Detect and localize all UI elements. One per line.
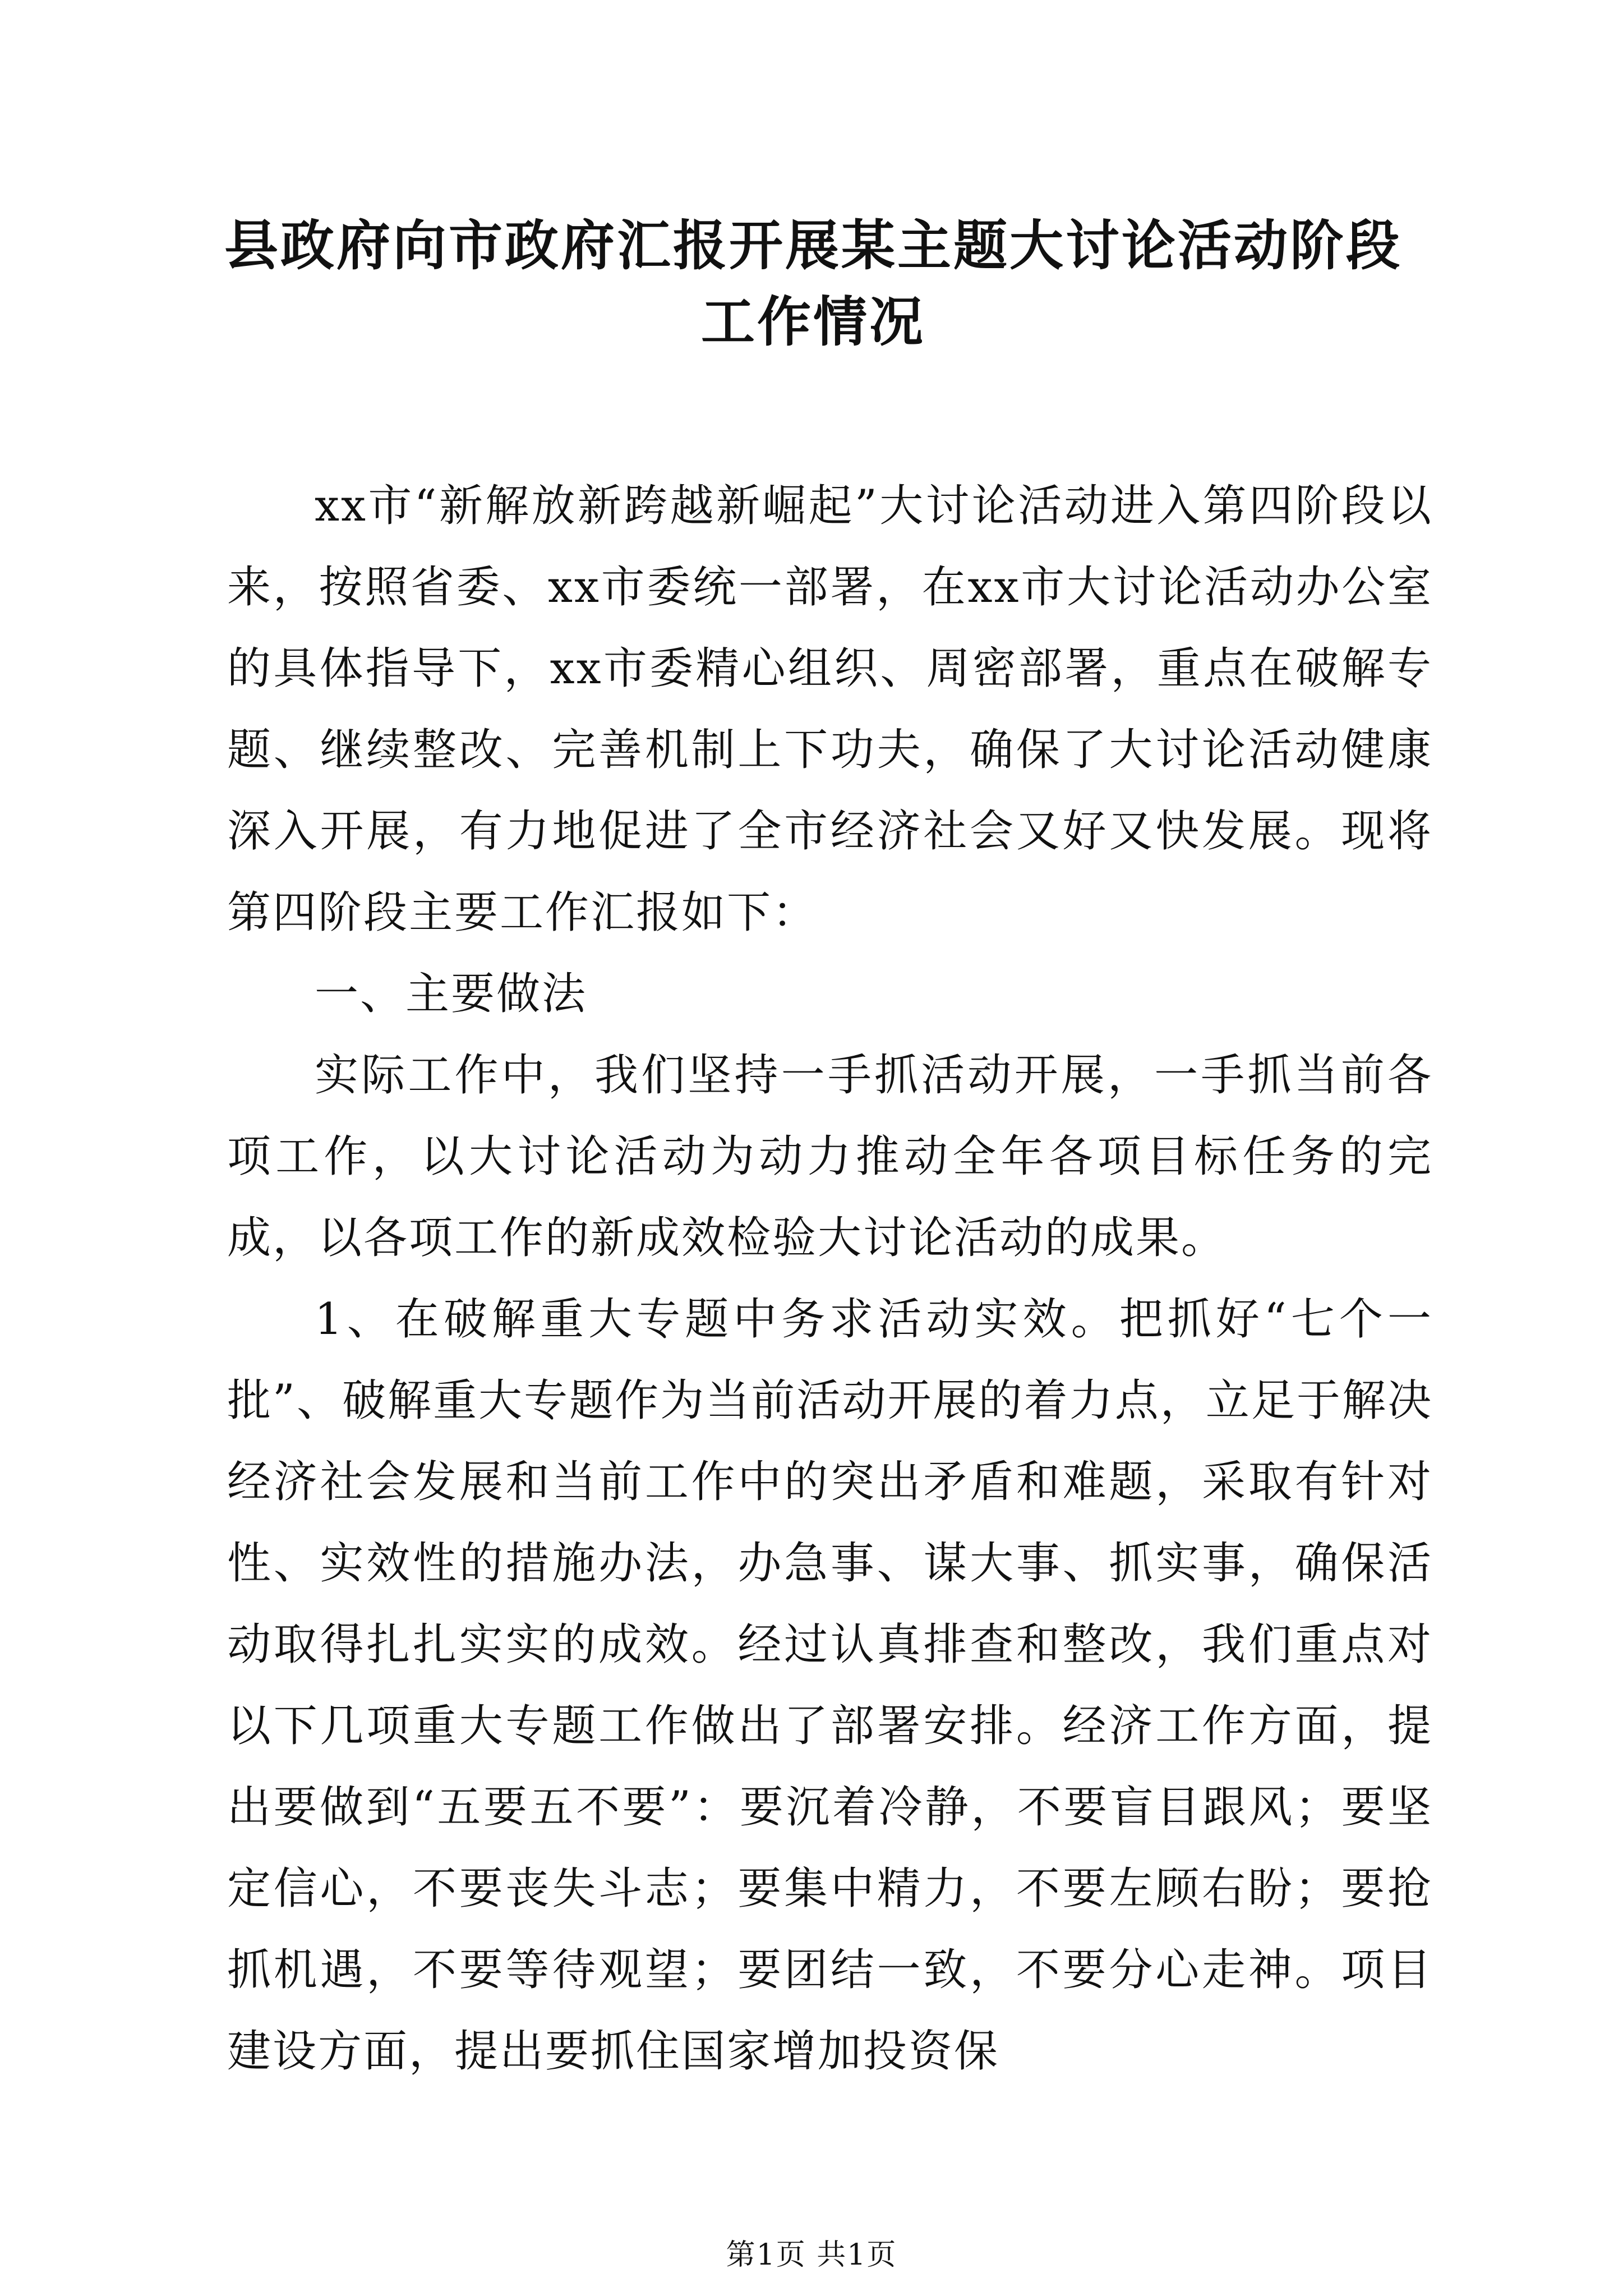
paragraph-intro: xx市“新解放新跨越新崛起”大讨论活动进入第四阶段以来，按照省委、xx市委统一部署，在xx市大讨论活动办公室的具体指导下，xx市委精心组织、周密部署，重点在破解专题、继续整改、完善机制上下功夫，确保了大讨论活动健康深入开展，有力地促进了全市经济社会又好又快发展。现将第四阶段主要工作汇报如下： xyxy=(227,481,1433,938)
page-number-footer: 第1页 共1页 xyxy=(726,2238,897,2272)
paragraph-item-1: 1、在破解重大专题中务求活动实效。把抓好“七个一批”、破解重大专题作为当前活动开展的着力点，立足于解决经济社会发展和当前工作中的突出矛盾和难题，采取有针对性、实效性的措施办法，办急事、谋大事、抓实事，确保活动取得扎扎实实的成效。经过认真排查和整改，我们重点对以下几项重大专题工作做出了部署安排。经济工作方面，提出要做到“五要五不要”：要沉着冷静，不要盲目跟风；要坚定信心，不要丧失斗志；要集中精力，不要左顾右盼；要抢抓机遇，不要等待观望；要团结一致，不要分心走神。项目建设方面，提出要抓住国家增加投资保 xyxy=(227,1294,1433,2077)
document-body xyxy=(227,466,1433,2092)
document-title: 县政府向市政府汇报开展某主题大讨论活动阶段工作情况 xyxy=(224,214,1402,353)
paragraph-practice-overview: 实际工作中，我们坚持一手抓活动开展，一手抓当前各项工作，以大讨论活动为动力推动全年各项目标任务的完成，以各项工作的新成效检验大讨论活动的成果。 xyxy=(227,1050,1433,1263)
section-heading-main-practices: 一、主要做法 xyxy=(315,969,588,1019)
